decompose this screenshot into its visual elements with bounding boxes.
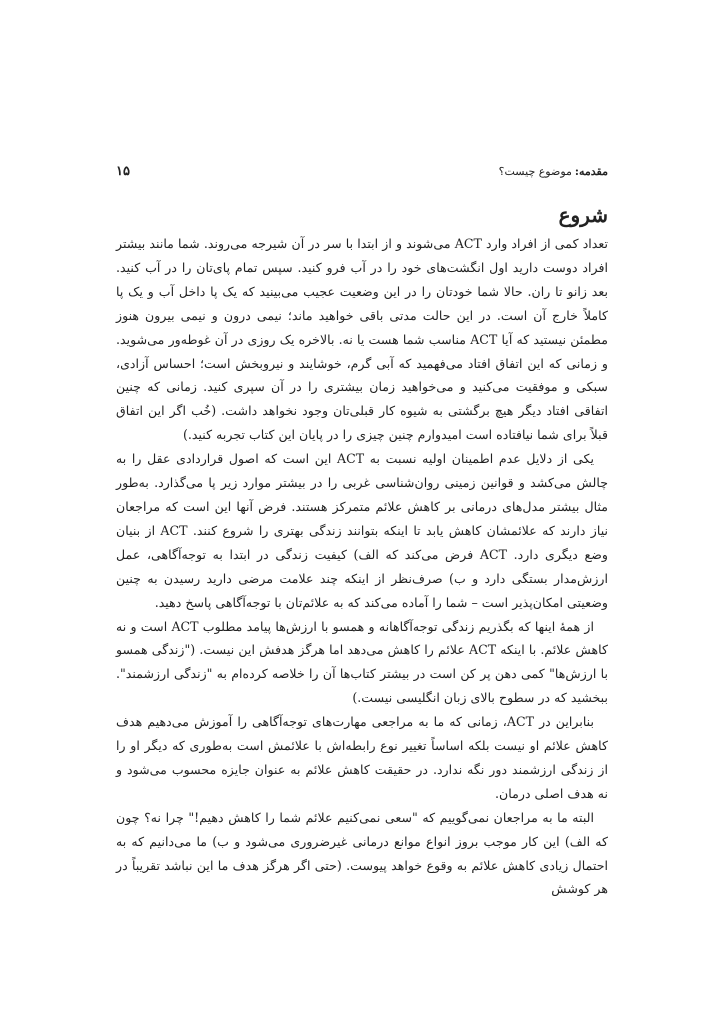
paragraph-2: یکی از دلایل عدم اطمینان اولیه نسبت به ACT این است که اصول قراردادی عقل را به چالش می‌کشد و قوانین زمینی روان‌شناسی غربی را در بیشتر موارد زیر پا می‌گذارد. به‌طور مثال بیشتر مدل‌های درمانی بر کاهش علائم متمرکز هستند. فرض آنها این است که مراجعان نیاز دارند که علائمشان کاهش یابد تا اینکه بتوانند زندگی بهتری را شروع کنند. ACT از بنیان وضع دیگری دارد. ACT فرض می‌کند که الف) کیفیت زندگی در ابتدا به توجه‌آگاهی، عمل ارزش‌مدار بستگی دارد و ب) صرف‌نظر از اینکه چند علامت مرضی دارید رسیدن به چنین وضعیتی امکان‌پذیر است – شما را آماده می‌کند که به علائم‌تان با توجه‌آگاهی پاسخ دهید.: [116, 451, 608, 610]
page-number: ۱۵: [116, 164, 130, 179]
paragraph-3: از همهٔ اینها که بگذریم زندگی توجه‌آگاهانه و همسو با ارزش‌ها پیامد مطلوب ACT است و نه کاهش علائم. با اینکه ACT علائم را کاهش می‌دهد اما هرگز هدفش این نیست. ("زندگی همسو با ارزش‌ها" کمی دهن پر کن است در بیشتر کتاب‌ها آن را خلاصه کرده‌ام به "زندگی ارزشمند". ببخشید که در سطوح بالای زبان انگلیسی نیست.): [116, 618, 608, 706]
section-heading: شروع: [558, 203, 608, 227]
running-head: [116, 162, 608, 182]
chapter-subtitle: موضوع چیست؟: [498, 165, 572, 178]
chapter-title: [499, 162, 608, 182]
paragraph-5: البته ما به مراجعان نمی‌گوییم که "سعی نمی‌کنیم علائم شما را کاهش دهیم!" چرا نه؟ چون که الف) این کار موجب بروز انواع موانع درمانی غیرضروری می‌شود و ب) ما می‌دانیم که به احتمال زیادی کاهش علائم به وقوع خواهد پیوست. (حتی اگر هرگز هدف ما این نباشد تقریباً در هر کوشش: [116, 809, 608, 897]
paragraph-4: بنابراین در ACT، زمانی که ما به مراجعی مهارت‌های توجه‌آگاهی را آموزش می‌دهیم هدف کاهش علائم او نیست بلکه اساساً تغییر نوع رابطه‌اش با علائمش است به‌طوری که دیگر او را از زندگی ارزشمند دور نگه ندارد. در حقیقت کاهش علائم به عنوان جایزه محسوب می‌شود و نه هدف اصلی درمان.: [116, 714, 608, 801]
paragraph-1: تعداد کمی از افراد وارد ACT می‌شوند و از ابتدا با سر در آن شیرجه می‌روند. شما مانند بیشتر افراد دوست دارید اول انگشت‌های خود را در آب فرو کنید. سپس تمام پای‌تان را در آب کنید. بعد زانو تا ران. حالا شما خودتان را در این وضعیت عجیب می‌بینید که یک پا داخل آب و یک پا کاملاً خارج آن است. در این حالت مدتی باقی خواهید ماند؛ نیمی درون و نیمی بیرون هنوز مطمئن نیستید که آیا ACT مناسب شما هست یا نه. بالاخره یک روزی در آن غوطه‌ور می‌شوید. و زمانی که این اتفاق افتاد می‌فهمید که آبی گرم، خوشایند و نیروبخش است؛ احساس آزادی، سبکی و موفقیت می‌کنید و می‌خواهید زمان بیشتری را در آن سپری کنید. زمانی که چنین اتفاقی افتاد دیگر هیچ برگشتی به شیوه کار قبلی‌تان وجود نخواهد داشت. (خُب اگر این اتفاق قبلاً برای شما نیافتاده است امیدوارم چنین چیزی را در پایان این کتاب تجربه کنید.): [116, 236, 609, 443]
body-text: [116, 232, 608, 901]
chapter-label: مقدمه:: [574, 165, 608, 178]
